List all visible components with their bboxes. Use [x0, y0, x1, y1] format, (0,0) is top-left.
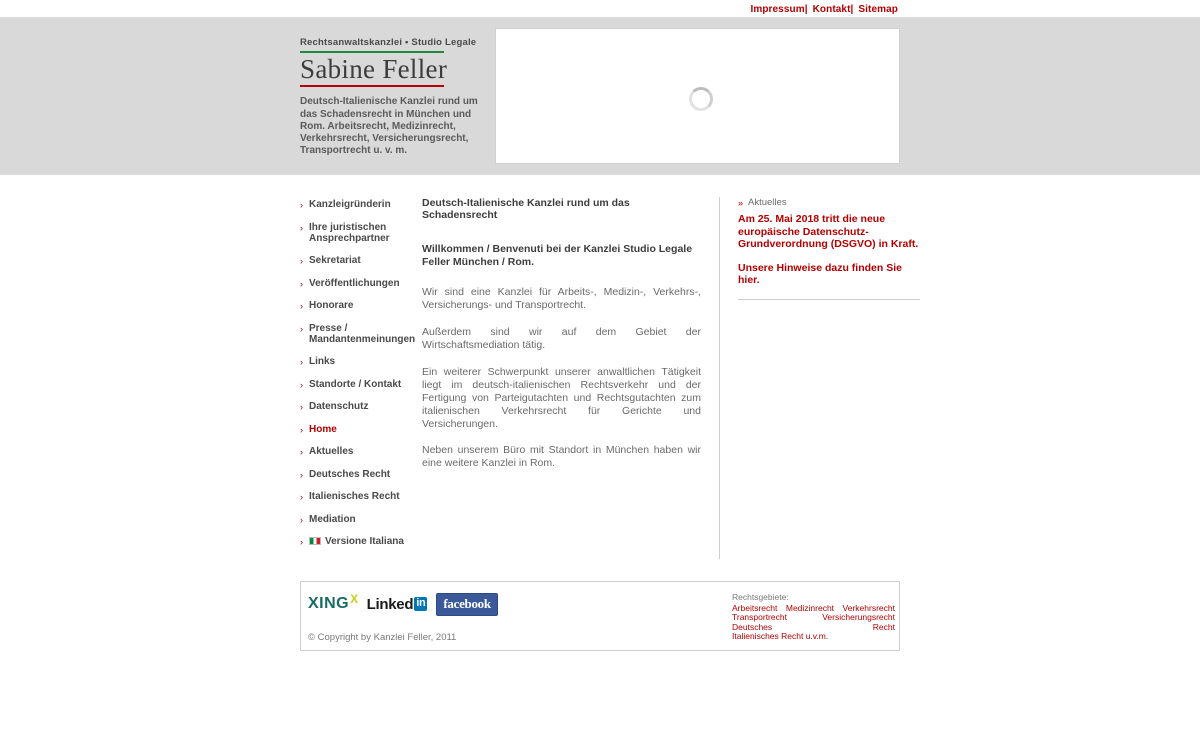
body-paragraph: Neben unserem Büro mit Standort in München haben wir eine weitere Kanzlei in Rom. — [422, 444, 701, 470]
news-link-text[interactable]: Unsere Hinweise dazu finden Sie hier. — [738, 261, 902, 287]
nav-label[interactable]: Deutsches Recht — [309, 468, 391, 480]
social-links — [308, 593, 498, 616]
chevron-right-icon: › — [300, 447, 303, 457]
utility-bar — [0, 0, 1200, 17]
nav-label[interactable]: Italienisches Recht — [309, 491, 400, 502]
chevron-right-icon: › — [300, 278, 303, 289]
chevron-right-icon: › — [300, 424, 303, 435]
link-kontakt[interactable]: Kontakt — [812, 4, 851, 15]
footer-left — [308, 593, 498, 643]
page-title: Deutsch-Italienische Kanzlei rund um das Schadensrecht — [422, 197, 630, 221]
logo-tagline: Deutsch-Italienische Kanzlei rund um das Schadensrecht in München und Rom. Arbeitsrecht, Medizinrecht, Verkehrsrecht, Versicherungsrecht, Transportrecht u. v. m. — [300, 96, 478, 157]
body-paragraph: Wir sind eine Kanzlei für Arbeits-, Medizin-, Verkehrs-, Versicherungs- und Transportrecht. — [422, 286, 701, 312]
sidebar-item-kanzleigruenderin[interactable] — [300, 199, 418, 211]
practice-areas-links — [732, 604, 895, 642]
sidebar-item-ansprechpartner[interactable] — [300, 222, 418, 245]
nav-label[interactable]: Datenschutz — [309, 401, 369, 412]
sidebar-item-home[interactable] — [300, 424, 418, 436]
practice-area-link[interactable]: Deutsches Recht — [732, 621, 895, 632]
chevron-right-icon: › — [300, 357, 303, 367]
chevron-right-icon: › — [300, 469, 303, 480]
news-item[interactable] — [738, 213, 920, 300]
logo-rule-green — [300, 51, 444, 53]
sidebar-item-honorare[interactable] — [300, 300, 418, 312]
sidebar-item-links[interactable] — [300, 356, 418, 368]
news-text: Am 25. Mai 2018 tritt die neue europäische Datenschutz-Grundverordnung (DSGVO) in Kraft. — [738, 213, 919, 251]
logo-name: Sabine Feller — [300, 54, 448, 84]
nav-label[interactable]: Sekretariat — [309, 255, 361, 266]
news-header — [738, 197, 920, 208]
sidebar-item-veroeffentlichungen[interactable] — [300, 278, 418, 290]
topbar-separator-2: | — [850, 4, 854, 15]
news-sidebar — [720, 197, 920, 559]
italian-flag-icon — [309, 537, 321, 545]
body-paragraph: Ein weiterer Schwerpunkt unserer anwaltlichen Tätigkeit liegt im deutsch-italienischen Rechtsverkehr und der Fertigung von Parteigutachten und Rechtsgutachten zum italienischen Verkehrsrecht für Gerichte und Versicherungen. — [422, 365, 701, 430]
nav-label-active[interactable]: Home — [309, 423, 337, 435]
facebook-icon[interactable]: facebook — [436, 593, 497, 616]
sidebar-item-versione-italiana[interactable] — [300, 536, 418, 548]
loading-spinner-icon — [689, 87, 713, 111]
nav-label[interactable]: Mediation — [309, 513, 356, 525]
chevron-right-icon: › — [300, 256, 303, 266]
link-sitemap[interactable]: Sitemap — [858, 4, 898, 15]
practice-areas-title: Rechtsgebiete: — [732, 591, 789, 602]
nav-label[interactable]: Aktuelles — [309, 446, 354, 457]
linkedin-badge: in — [416, 597, 426, 609]
nav-label[interactable]: Ihre juristischen Ansprechpartner — [309, 221, 390, 244]
practice-area-link[interactable]: Versicherungsrecht — [822, 612, 895, 623]
xing-mark: X — [350, 592, 359, 606]
main-navigation — [300, 197, 418, 559]
nav-label[interactable]: Veröffentlichungen — [309, 277, 400, 289]
body-paragraph: Außerdem sind wir auf dem Gebiet der Wirtschaftsmediation tätig. — [422, 326, 701, 351]
copyright-text: © Copyright by Kanzlei Feller, 2011 — [308, 631, 457, 643]
site-logo[interactable] — [300, 37, 485, 157]
practice-area-link[interactable]: Arbeitsrecht — [732, 602, 778, 613]
nav-label[interactable]: Kanzleigründerin — [309, 199, 391, 210]
nav-label[interactable]: Standorte / Kontakt — [309, 378, 402, 390]
welcome-subtitle: Willkommen / Benvenuti bei der Kanzlei Studio Legale Feller München / Rom. — [422, 243, 693, 269]
main-column — [418, 197, 720, 559]
nav-label[interactable]: Versione Italiana — [325, 536, 404, 547]
chevron-right-icon: › — [300, 200, 303, 210]
linkedin-label: Linked — [366, 595, 414, 613]
sidebar-item-mediation[interactable] — [300, 514, 418, 526]
practice-area-link[interactable]: Transportrecht — [732, 612, 787, 623]
sidebar-item-sekretariat[interactable] — [300, 255, 418, 267]
site-header — [0, 17, 1200, 175]
xing-icon[interactable] — [308, 592, 359, 613]
double-chevron-icon: » — [738, 197, 742, 208]
chevron-right-icon: › — [300, 402, 303, 412]
xing-label: XING — [308, 595, 350, 612]
news-header-label: Aktuelles — [748, 197, 787, 208]
nav-label[interactable]: Links — [309, 356, 336, 367]
topbar-separator-1: | — [804, 4, 808, 15]
chevron-right-icon: › — [300, 222, 303, 233]
practice-area-link[interactable]: Verkehrsrecht — [842, 602, 895, 613]
nav-label[interactable]: Presse / Mandantenmeinungen — [309, 322, 416, 345]
sidebar-item-deutsches-recht[interactable] — [300, 469, 418, 481]
nav-label[interactable]: Honorare — [309, 300, 354, 311]
practice-area-link[interactable]: Medizinrecht — [785, 602, 835, 613]
sidebar-item-presse[interactable] — [300, 323, 418, 346]
link-impressum[interactable]: Impressum — [750, 4, 805, 15]
chevron-right-icon: › — [300, 514, 303, 525]
logo-kicker: Rechtsanwaltskanzlei • Studio Legale — [300, 37, 477, 48]
sidebar-item-datenschutz[interactable] — [300, 401, 418, 413]
practice-area-link[interactable]: Italienisches Recht u.v.m. — [732, 631, 829, 642]
footer-practice-areas — [732, 592, 895, 642]
chevron-right-icon: › — [300, 301, 303, 311]
sidebar-item-standorte-kontakt[interactable] — [300, 379, 418, 391]
chevron-right-icon: › — [300, 492, 303, 502]
chevron-right-icon: › — [300, 323, 303, 334]
sidebar-item-aktuelles[interactable] — [300, 446, 418, 458]
logo-rule-red — [300, 85, 444, 87]
sidebar-item-italienisches-recht[interactable] — [300, 491, 418, 503]
chevron-right-icon: › — [300, 537, 303, 547]
hero-media-box — [495, 28, 900, 164]
page-content — [300, 175, 919, 559]
linkedin-icon[interactable] — [367, 596, 428, 613]
site-footer — [300, 581, 900, 651]
chevron-right-icon: › — [300, 379, 303, 390]
